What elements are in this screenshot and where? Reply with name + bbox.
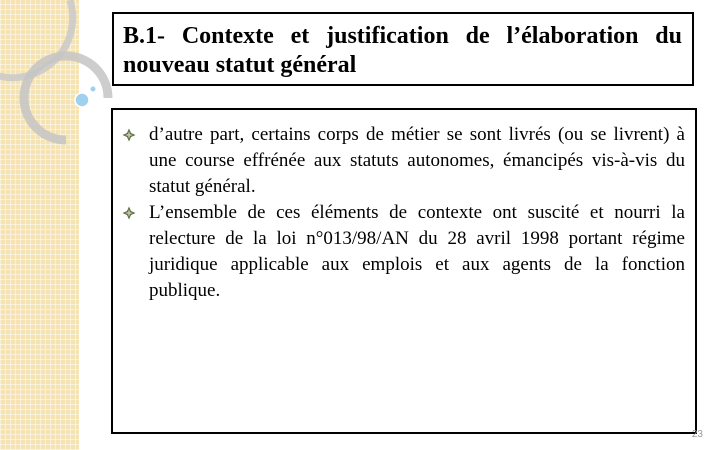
bullet-text: d’autre part, certains corps de métier se sont livrés (ou se livrent) à une course effrénée aux statuts autonomes, émancipés vis-à-vis du statut général. — [149, 124, 685, 197]
slide-title-box — [112, 12, 694, 86]
page-number: 23 — [691, 429, 703, 440]
decorative-arc-small — [24, 56, 108, 140]
slide-body-box — [111, 108, 697, 434]
bullet-item — [149, 200, 685, 304]
diamond-bullet-icon — [122, 206, 136, 220]
bullet-text: L’ensemble de ces éléments de contexte ont suscité et nourri la relecture de la loi n°013/98/AN du 28 avril 1998 portant régime juridique applicable aux emplois et aux agents de la fonction publique. — [149, 202, 685, 301]
bullet-item — [149, 122, 685, 200]
decorative-bubble-small — [90, 86, 96, 92]
bullet-list — [113, 110, 695, 304]
diamond-bullet-icon — [122, 128, 136, 142]
decorative-bubble-large — [75, 93, 89, 107]
slide-title: B.1- Contexte et justification de l’élaboration du nouveau statut général — [123, 23, 682, 78]
